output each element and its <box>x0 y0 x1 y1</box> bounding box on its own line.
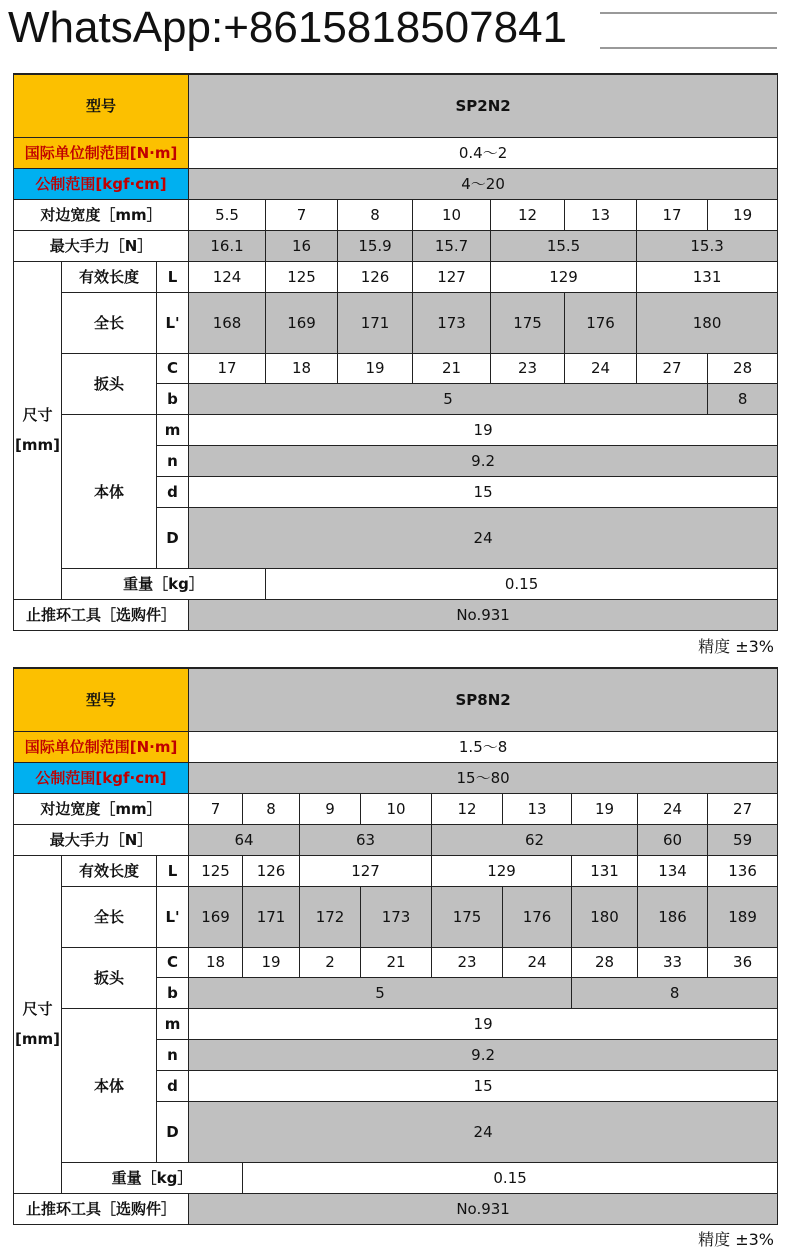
L-cell: 129 <box>491 261 637 292</box>
L2-cell: 172 <box>300 886 361 947</box>
L2-cell: 169 <box>266 292 338 353</box>
si-range-label: 国际单位制范围[N·m] <box>14 731 189 762</box>
C-cell: 24 <box>503 947 572 977</box>
L2-cell: 176 <box>503 886 572 947</box>
b-cell: 8 <box>572 977 778 1008</box>
C-cell: 27 <box>637 353 708 383</box>
L2-cell: 168 <box>189 292 266 353</box>
symbol-L: L <box>157 855 189 886</box>
max-force-cell: 62 <box>432 824 638 855</box>
head-label: 扳头 <box>62 947 157 1008</box>
width-cell: 19 <box>572 793 638 824</box>
stop-ring-label: 止推环工具［选购件］ <box>14 1193 189 1224</box>
L2-cell: 173 <box>413 292 491 353</box>
C-cell: 23 <box>491 353 565 383</box>
dimension-label <box>14 855 62 1193</box>
width-cell: 13 <box>565 199 637 230</box>
b-cell: 5 <box>189 383 708 414</box>
width-cell: 12 <box>491 199 565 230</box>
width-cell: 8 <box>338 199 413 230</box>
whatsapp-contact: WhatsApp:+8615818507841 <box>8 3 568 52</box>
symbol-d: d <box>157 476 189 507</box>
symbol-L-prime: L' <box>157 292 189 353</box>
metric-range-label: 公制范围[kgf·cm] <box>14 168 189 199</box>
symbol-C: C <box>157 947 189 977</box>
width-label: 对边宽度［mm］ <box>14 793 189 824</box>
symbol-D: D <box>157 1101 189 1162</box>
dimension-label <box>14 261 62 599</box>
accuracy-note: 精度 ±3% <box>698 1230 774 1249</box>
si-range-value: 1.5～8 <box>189 731 778 762</box>
width-cell: 13 <box>503 793 572 824</box>
symbol-b: b <box>157 383 189 414</box>
L2-cell: 171 <box>243 886 300 947</box>
symbol-D: D <box>157 507 189 568</box>
C-cell: 18 <box>189 947 243 977</box>
max-force-cell: 59 <box>708 824 778 855</box>
symbol-n: n <box>157 1039 189 1070</box>
L2-cell: 186 <box>638 886 708 947</box>
b-cell: 8 <box>708 383 778 414</box>
dimension-label-line2: [mm] <box>15 436 60 454</box>
max-force-cell: 15.5 <box>491 230 637 261</box>
L2-cell: 175 <box>432 886 503 947</box>
body-label: 本体 <box>62 1008 157 1162</box>
stop-ring-label: 止推环工具［选购件］ <box>14 599 189 630</box>
metric-range-value: 15～80 <box>189 762 778 793</box>
L2-cell: 175 <box>491 292 565 353</box>
L2-cell: 171 <box>338 292 413 353</box>
C-cell: 19 <box>338 353 413 383</box>
width-cell: 9 <box>300 793 361 824</box>
L-cell: 127 <box>413 261 491 292</box>
max-force-cell: 16.1 <box>189 230 266 261</box>
C-cell: 21 <box>413 353 491 383</box>
header <box>0 0 790 60</box>
L-cell: 126 <box>338 261 413 292</box>
spec-table-sp8n2 <box>13 667 778 1225</box>
max-force-cell: 15.7 <box>413 230 491 261</box>
max-force-cell: 15.9 <box>338 230 413 261</box>
accuracy-note: 精度 ±3% <box>698 637 774 656</box>
L2-cell: 180 <box>572 886 638 947</box>
si-range-label: 国际单位制范围[N·m] <box>14 137 189 168</box>
L-cell: 127 <box>300 855 432 886</box>
dimension-label-line1: 尺寸 <box>22 1000 53 1018</box>
C-cell: 17 <box>189 353 266 383</box>
width-cell: 10 <box>361 793 432 824</box>
model-label: 型号 <box>14 668 189 731</box>
weight-label: 重量［kg］ <box>62 1162 243 1193</box>
n-cell: 9.2 <box>189 1039 778 1070</box>
symbol-m: m <box>157 414 189 445</box>
body-label: 本体 <box>62 414 157 568</box>
weight-label: 重量［kg］ <box>62 568 266 599</box>
width-cell: 10 <box>413 199 491 230</box>
symbol-n: n <box>157 445 189 476</box>
D-cell: 24 <box>189 507 778 568</box>
width-cell: 12 <box>432 793 503 824</box>
n-cell: 9.2 <box>189 445 778 476</box>
L-cell: 124 <box>189 261 266 292</box>
m-cell: 19 <box>189 1008 778 1039</box>
stop-ring-value: No.931 <box>189 1193 778 1224</box>
max-force-label: 最大手力［N］ <box>14 230 189 261</box>
L-cell: 129 <box>432 855 572 886</box>
D-cell: 24 <box>189 1101 778 1162</box>
model-label: 型号 <box>14 74 189 137</box>
L-cell: 134 <box>638 855 708 886</box>
weight-value: 0.15 <box>243 1162 778 1193</box>
head-label: 扳头 <box>62 353 157 414</box>
total-length-label: 全长 <box>62 886 157 947</box>
max-force-cell: 60 <box>638 824 708 855</box>
L2-cell: 176 <box>565 292 637 353</box>
width-cell: 17 <box>637 199 708 230</box>
width-label: 对边宽度［mm］ <box>14 199 189 230</box>
L-cell: 125 <box>189 855 243 886</box>
C-cell: 36 <box>708 947 778 977</box>
header-rule-bottom <box>600 47 777 49</box>
max-force-cell: 63 <box>300 824 432 855</box>
metric-range-label: 公制范围[kgf·cm] <box>14 762 189 793</box>
d-cell: 15 <box>189 1070 778 1101</box>
width-cell: 8 <box>243 793 300 824</box>
L2-cell: 169 <box>189 886 243 947</box>
d-cell: 15 <box>189 476 778 507</box>
symbol-d: d <box>157 1070 189 1101</box>
max-force-cell: 16 <box>266 230 338 261</box>
si-range-value: 0.4～2 <box>189 137 778 168</box>
header-rule-top <box>600 12 777 14</box>
stop-ring-value: No.931 <box>189 599 778 630</box>
dimension-label-line2: [mm] <box>15 1030 60 1048</box>
width-cell: 27 <box>708 793 778 824</box>
symbol-b: b <box>157 977 189 1008</box>
spec-table-sp2n2 <box>13 73 778 631</box>
C-cell: 24 <box>565 353 637 383</box>
L-cell: 131 <box>637 261 778 292</box>
C-cell: 21 <box>361 947 432 977</box>
symbol-L: L <box>157 261 189 292</box>
C-cell: 19 <box>243 947 300 977</box>
C-cell: 33 <box>638 947 708 977</box>
max-force-cell: 64 <box>189 824 300 855</box>
width-cell: 7 <box>189 793 243 824</box>
model-value: SP8N2 <box>189 668 778 731</box>
dimension-label-line1: 尺寸 <box>22 406 53 424</box>
L2-cell: 189 <box>708 886 778 947</box>
metric-range-value: 4～20 <box>189 168 778 199</box>
max-force-label: 最大手力［N］ <box>14 824 189 855</box>
width-cell: 7 <box>266 199 338 230</box>
symbol-C: C <box>157 353 189 383</box>
max-force-cell: 15.3 <box>637 230 778 261</box>
C-cell: 28 <box>572 947 638 977</box>
symbol-m: m <box>157 1008 189 1039</box>
width-cell: 24 <box>638 793 708 824</box>
effective-length-label: 有效长度 <box>62 261 157 292</box>
C-cell: 28 <box>708 353 778 383</box>
model-value: SP2N2 <box>189 74 778 137</box>
L2-cell: 180 <box>637 292 778 353</box>
m-cell: 19 <box>189 414 778 445</box>
weight-value: 0.15 <box>266 568 778 599</box>
symbol-L-prime: L' <box>157 886 189 947</box>
L-cell: 131 <box>572 855 638 886</box>
L-cell: 125 <box>266 261 338 292</box>
C-cell: 23 <box>432 947 503 977</box>
b-cell: 5 <box>189 977 572 1008</box>
width-cell: 5.5 <box>189 199 266 230</box>
effective-length-label: 有效长度 <box>62 855 157 886</box>
total-length-label: 全长 <box>62 292 157 353</box>
C-cell: 2 <box>300 947 361 977</box>
L-cell: 136 <box>708 855 778 886</box>
L2-cell: 173 <box>361 886 432 947</box>
L-cell: 126 <box>243 855 300 886</box>
C-cell: 18 <box>266 353 338 383</box>
width-cell: 19 <box>708 199 778 230</box>
